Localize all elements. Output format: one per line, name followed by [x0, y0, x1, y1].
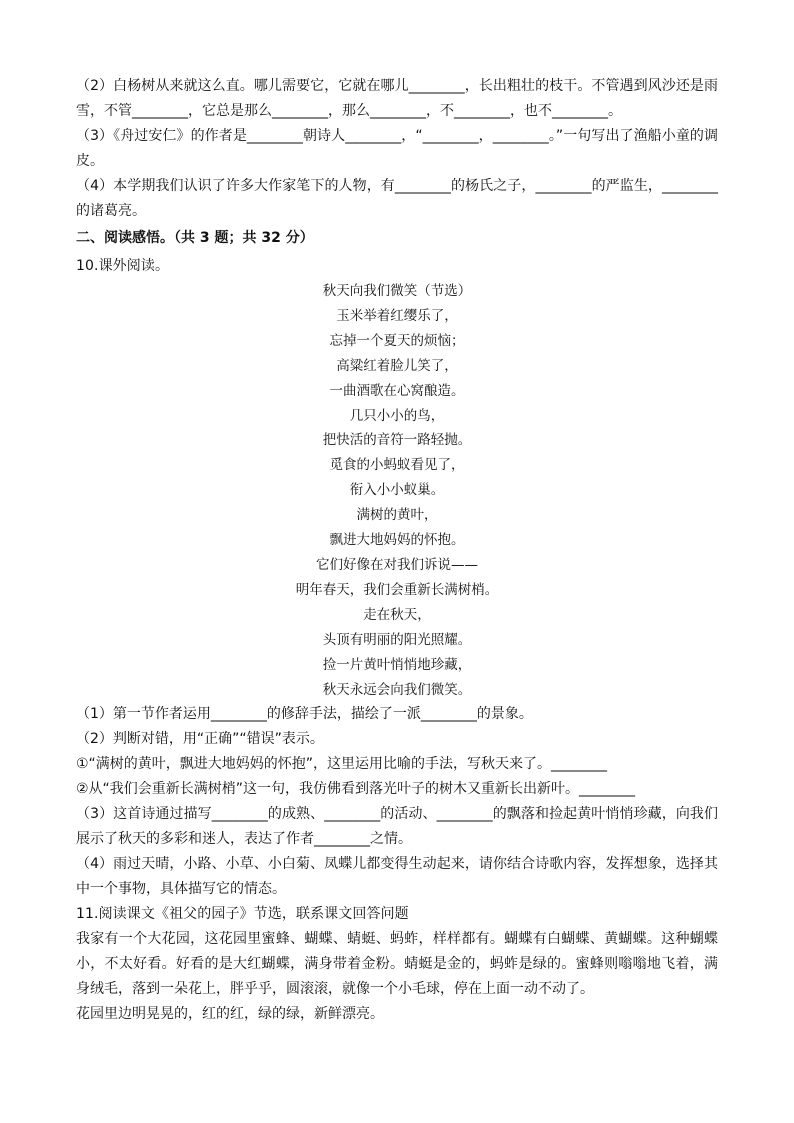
question-10-sub-1: （1）第一节作者运用________的修辞手法，描绘了一派________的景象。 — [76, 706, 533, 723]
poem-line: 高粱红着脸儿笑了， — [336, 357, 458, 374]
question-10-sub-2: （2）判断对错，用“正确”“错误”表示。 — [76, 731, 324, 748]
poem-line: 头顶有明丽的阳光照耀。 — [322, 631, 472, 648]
question-11-passage-para-1: 我家有一个大花园，这花园里蜜蜂、蝴蝶、蜻蜓、蚂蚱，样样都有。蝴蝶有白蝴蝶、黄蝴蝶。这种蝴蝶小，不太好看。好看的是大红蝴蝶，满身带着金粉。蜻蜓是金的，蚂蚱是绿的。蜜蜂则嗡嗡地飞着，满身绒毛，落到一朵花上，胖乎乎，圆滚滚，就像一个小毛球，停在上面一动不动了。 — [76, 931, 718, 998]
poem-line: 忘掉一个夏天的烦恼； — [329, 332, 465, 349]
question-10-sub-2a: ①“满树的黄叶，飘进大地妈妈的怀抱”，这里运用比喻的手法，写秋天来了。________ — [76, 756, 608, 773]
poem-title: 秋天向我们微笑（节选） — [322, 283, 472, 299]
poem-line: 玉米举着红缨乐了， — [336, 307, 458, 324]
poem-line: 它们好像在对我们诉说—— — [316, 556, 478, 573]
poem-line: 衔入小小蚁巢。 — [349, 482, 445, 499]
poem — [76, 279, 718, 702]
question-9-3: （3）《舟过安仁》的作者是________朝诗人________，“________，________。”一句写出了渔船小童的调皮。 — [76, 128, 718, 169]
question-10-sub-3: （3）这首诗通过描写________的成熟、________的活动、________的飘落和捡起黄叶悄悄珍藏，向我们展示了秋天的多彩和迷人，表达了作者________之情。 — [76, 806, 718, 848]
poem-line: 觅食的小蚂蚁看见了， — [329, 457, 465, 474]
poem-line: 飘进大地妈妈的怀抱。 — [329, 532, 465, 549]
poem-line: 把快活的音符一路轻抛。 — [322, 432, 472, 449]
document-page — [76, 74, 718, 1027]
section-2-heading: 二、阅读感悟。（共 3 题；共 32 分） — [76, 230, 314, 246]
question-10-sub-2b: ②从“我们会重新长满树梢”这一句，我仿佛看到落光叶子的树木又重新长出新叶。________ — [76, 781, 636, 798]
poem-line: 一曲酒歌在心窝酿造。 — [329, 382, 465, 399]
question-10-intro: 10.课外阅读。 — [76, 258, 170, 274]
question-11-passage-para-2: 花园里边明晃晃的，红的红，绿的绿，新鲜漂亮。 — [76, 1006, 384, 1023]
question-10-sub-4: （4）雨过天晴，小路、小草、小白菊、凤蝶儿都变得生动起来，请你结合诗歌内容，发挥想象，选择其中一个事物，具体描写它的情态。 — [76, 856, 718, 898]
poem-line: 捡一片黄叶悄悄地珍藏， — [322, 656, 472, 673]
question-9-4: （4）本学期我们认识了许多大作家笔下的人物，有________的杨氏之子，________的严监生，________的诸葛亮。 — [76, 178, 718, 219]
poem-line: 明年春天，我们会重新长满树梢。 — [295, 581, 499, 598]
question-9-2: （2）白杨树从来就这么直。哪儿需要它，它就在哪儿________，长出粗壮的枝干。不管遇到风沙还是雨雪，不管________，它总是那么________，那么________，不________，也不________。 — [76, 78, 718, 119]
poem-line: 几只小小的鸟， — [349, 407, 445, 424]
poem-line: 满树的黄叶， — [356, 507, 438, 524]
poem-line: 走在秋天， — [363, 606, 431, 623]
question-11-intro: 11.阅读课文《祖父的园子》节选，联系课文回答问题 — [76, 906, 409, 923]
poem-line: 秋天永远会向我们微笑。 — [322, 681, 472, 698]
